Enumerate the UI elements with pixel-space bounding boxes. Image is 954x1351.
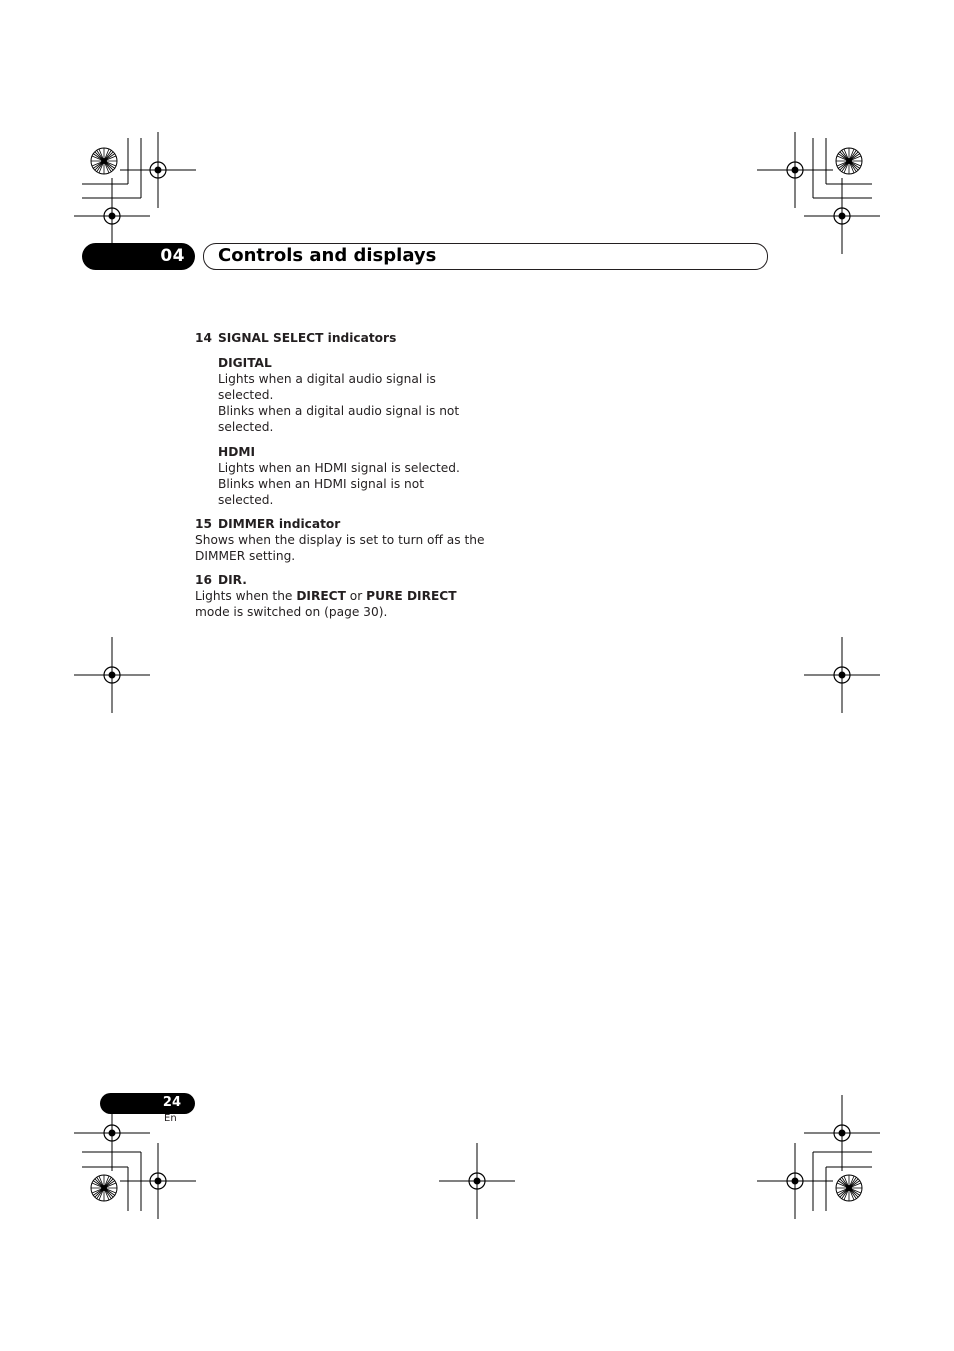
subitem-hdmi [218,444,485,508]
item-line: mode is switched on (page 30). [195,605,388,619]
item-number: 16 [195,573,212,587]
subitem-line: selected. [218,388,274,402]
subitem-line: selected. [218,420,274,434]
subitem-heading: DIGITAL [218,356,272,370]
subitem-heading: HDMI [218,445,255,459]
subitem-digital [218,355,485,435]
subitem-line: selected. [218,493,274,507]
item-title: DIR. [218,573,247,587]
page-number-badge [100,1093,195,1114]
subitem-line: Blinks when a digital audio signal is not [218,404,460,418]
direct-label: DIRECT [296,589,346,603]
item-line: DIMMER setting. [195,549,296,563]
chapter-title-box [203,243,768,270]
item-14 [195,330,485,508]
item-16 [195,572,485,620]
subitem-line: Blinks when an HDMI signal is not [218,477,425,491]
item-number: 15 [195,517,212,531]
item-line: Shows when the display is set to turn off as the [195,533,485,547]
item-line: Lights when the DIRECT or PURE DIRECT [195,589,457,603]
item-title: DIMMER indicator [218,517,341,531]
subitem-line: Lights when an HDMI signal is selected. [218,461,460,475]
page-language: En [164,1113,177,1124]
chapter-title: Controls and displays [218,245,437,266]
item-15 [195,516,485,564]
item-title: SIGNAL SELECT indicators [218,331,397,345]
item-number: 14 [195,331,212,345]
chapter-number: 04 [160,246,185,266]
pure-direct-label: PURE DIRECT [366,589,457,603]
chapter-number-badge [82,243,195,270]
main-content [195,330,485,620]
subitem-line: Lights when a digital audio signal is [218,372,436,386]
page-number: 24 [162,1095,181,1110]
